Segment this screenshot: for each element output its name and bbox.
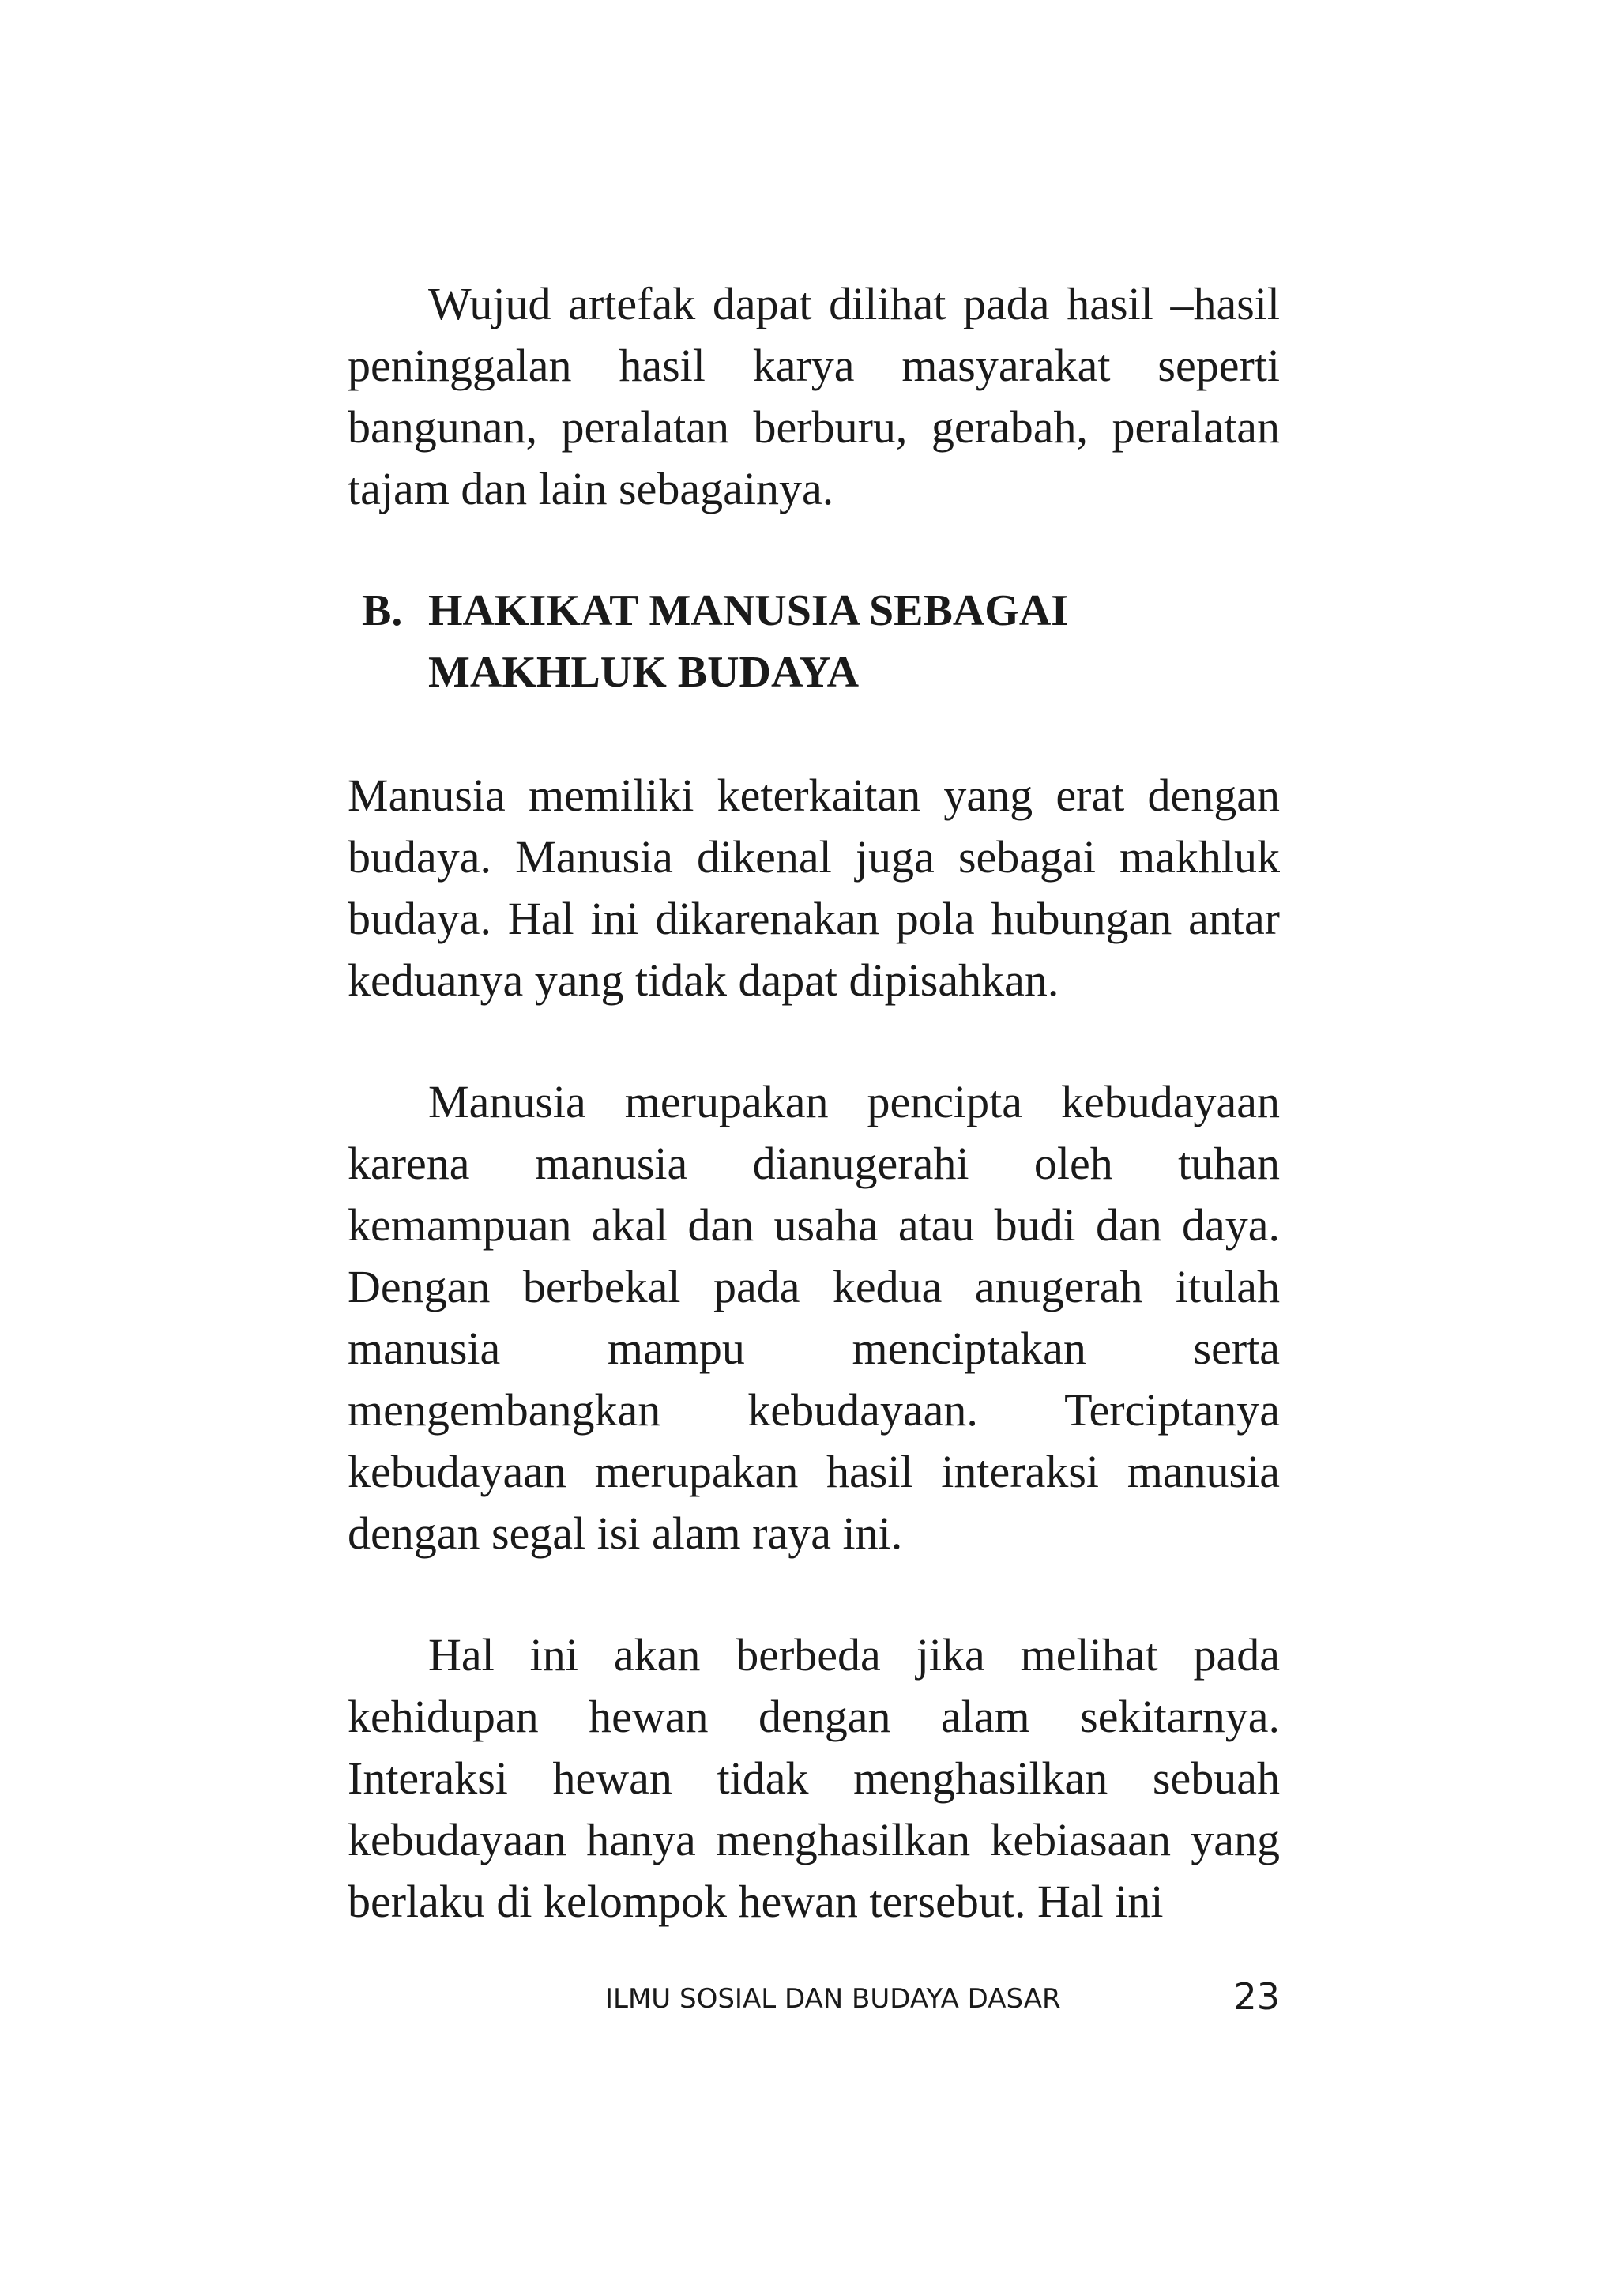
footer-book-title: ILMU SOSIAL DAN BUDAYA DASAR — [605, 1983, 1061, 2015]
page-number: 23 — [1233, 1975, 1280, 2018]
section-number: B. — [362, 586, 403, 635]
paragraph-pencipta: Manusia merupakan pencipta kebudayaan karena manusia dianugerahi oleh tuhan kemampuan akal dan usaha atau budi dan daya. Dengan berbekal pada kedua anugerah itulah manusia mampu menciptakan serta mengembangkan kebudayaan. Terciptanya kebudayaan merupakan hasil interaksi manusia dengan segal isi alam raya ini. — [348, 1076, 1280, 1559]
paragraph-keterkaitan: Manusia memiliki keterkaitan yang erat dengan budaya. Manusia dikenal juga sebagai makhluk budaya. Hal ini dikarenakan pola hubungan antar keduanya yang tidak dapat dipisahkan. — [348, 770, 1280, 1006]
paragraph-artefak: Wujud artefak dapat dilihat pada hasil –hasil peninggalan hasil karya masyarakat seperti bangunan, peralatan berburu, gerabah, peralatan tajam dan lain sebagainya. — [348, 278, 1280, 514]
page-footer — [348, 1975, 1280, 2031]
page-body — [348, 273, 1280, 1933]
section-title: HAKIKAT MANUSIA SEBAGAI MAKHLUK BUDAYA — [428, 586, 1069, 697]
section-heading — [362, 580, 1280, 703]
paragraph-hewan: Hal ini akan berbeda jika melihat pada kehidupan hewan dengan alam sekitarnya. Interaksi hewan tidak menghasilkan sebuah kebudayaan hanya menghasilkan kebiasaan yang berlaku di kelompok hewan tersebut. Hal ini — [348, 1629, 1280, 1927]
